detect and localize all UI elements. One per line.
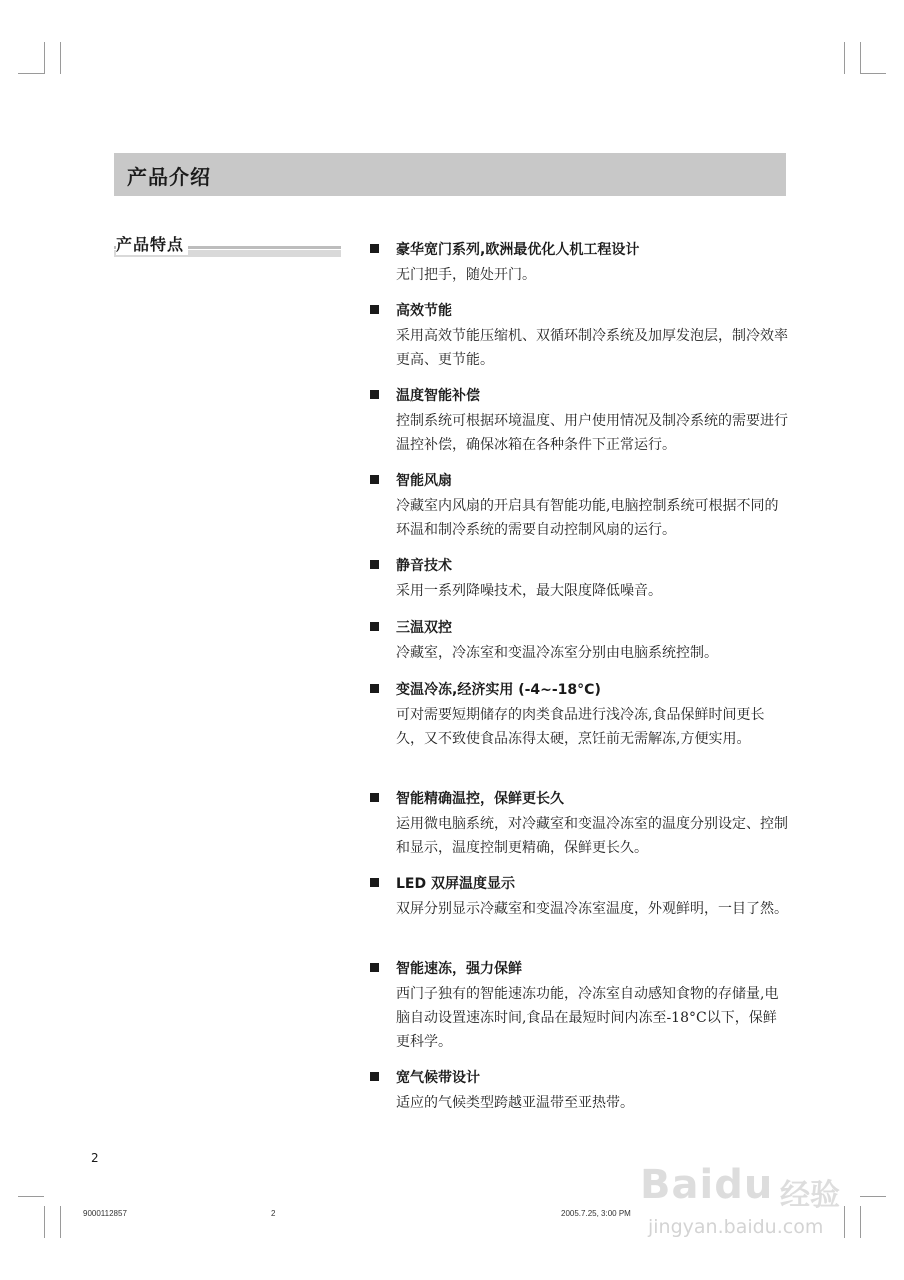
footer-page: 2: [271, 1209, 276, 1218]
feature-description: 可对需要短期储存的肉类食品进行浅冷冻,食品保鲜时间更长久，又不致使食品冻得太硬，烹饪前无需解冻,方便实用。: [396, 707, 765, 747]
page-title: 产品介绍: [127, 165, 211, 189]
square-bullet-icon: [370, 793, 379, 802]
feature-description: 采用一系列降噪技术，最大限度降低噪音。: [396, 583, 662, 599]
feature-title: 智能精确温控，保鲜更长久: [396, 791, 564, 807]
square-bullet-icon: [370, 475, 379, 484]
watermark-url: jingyan.baidu.com: [648, 1216, 824, 1238]
footer-doc-id: 9000112857: [83, 1209, 127, 1218]
feature-title: 三温双控: [396, 620, 452, 636]
crop-mark: [44, 1206, 45, 1238]
baidu-watermark: [640, 1148, 850, 1248]
feature-description: 适应的气候类型跨越亚温带至亚热带。: [396, 1095, 634, 1111]
feature-title: 高效节能: [396, 303, 452, 319]
feature-description: 控制系统可根据环境温度、用户使用情况及制冷系统的需要进行温控补偿，确保冰箱在各种条件下正常运行。: [396, 413, 788, 453]
feature-description: 运用微电脑系统，对冷藏室和变温冷冻室的温度分别设定、控制和显示，温度控制更精确，保鲜更长久。: [396, 816, 788, 856]
feature-description: 冷藏室内风扇的开启具有智能功能,电脑控制系统可根据不同的环温和制冷系统的需要自动控制风扇的运行。: [396, 498, 779, 538]
square-bullet-icon: [370, 305, 379, 314]
square-bullet-icon: [370, 684, 379, 693]
square-bullet-icon: [370, 878, 379, 887]
feature-title: 智能风扇: [396, 473, 452, 489]
footer-timestamp: 2005.7.25, 3:00 PM: [561, 1209, 631, 1218]
feature-description: 冷藏室，冷冻室和变温冷冻室分别由电脑系统控制。: [396, 645, 718, 661]
crop-mark: [844, 42, 845, 74]
feature-title: 豪华宽门系列,欧洲最优化人机工程设计: [396, 242, 640, 258]
feature-title: 静音技术: [396, 558, 452, 574]
crop-mark: [18, 1196, 44, 1197]
feature-description: 采用高效节能压缩机、双循环制冷系统及加厚发泡层，制冷效率更高、更节能。: [396, 328, 788, 368]
feature-description: 双屏分别显示冷藏室和变温冷冻室温度，外观鲜明，一目了然。: [396, 901, 788, 917]
square-bullet-icon: [370, 560, 379, 569]
section-title: 产品特点: [116, 232, 188, 255]
feature-description: 无门把手，随处开门。: [396, 267, 536, 283]
crop-mark: [60, 42, 61, 74]
watermark-name: 经验: [780, 1178, 840, 1213]
watermark-brand: Baidu: [640, 1162, 774, 1208]
feature-title: LED 双屏温度显示: [396, 876, 515, 892]
square-bullet-icon: [370, 622, 379, 631]
feature-description: 西门子独有的智能速冻功能，冷冻室自动感知食物的存储量,电脑自动设置速冻时间,食品在最短时间内冻至-18°C以下，保鲜更科学。: [396, 986, 779, 1050]
crop-mark: [18, 73, 44, 74]
crop-mark: [860, 42, 861, 74]
section-heading: [114, 232, 341, 258]
crop-mark: [44, 42, 45, 74]
square-bullet-icon: [370, 244, 379, 253]
square-bullet-icon: [370, 963, 379, 972]
feature-title: 变温冷冻,经济实用 (-4~-18°C): [396, 682, 601, 698]
page-number: 2: [91, 1151, 99, 1165]
feature-title: 智能速冻，强力保鲜: [396, 961, 522, 977]
page-title-bar: [114, 153, 786, 196]
crop-mark: [860, 1206, 861, 1238]
crop-mark: [860, 73, 886, 74]
square-bullet-icon: [370, 390, 379, 399]
crop-mark: [860, 1196, 886, 1197]
square-bullet-icon: [370, 1072, 379, 1081]
feature-title: 温度智能补偿: [396, 388, 480, 404]
crop-mark: [60, 1206, 61, 1238]
feature-title: 宽气候带设计: [396, 1070, 480, 1086]
